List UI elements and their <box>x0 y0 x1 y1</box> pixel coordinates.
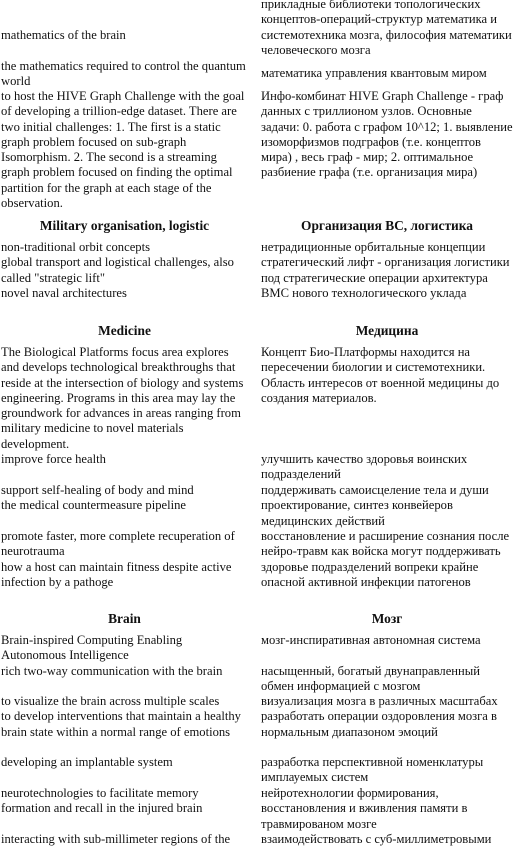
r-medicine-intro: Концепт Био-Платформы находится на пересечении биологии и системотехники. Область интересов от военной медицины до создания материалов. <box>261 345 500 405</box>
r-two-way-comm: насыщенный, богатый двунаправленный обмен информацией с мозгом <box>261 664 480 694</box>
l-implantable: developing an implantable system <box>1 755 173 769</box>
r-brain-inspired: мозг-инспиративная автономная система <box>261 633 481 647</box>
l-military: non-traditional orbit concepts global transport and logistical challenges, also called "strategic lift" novel naval architectures <box>1 240 234 300</box>
r-force-health: улучшить качество здоровья воинских подразделений <box>261 452 468 482</box>
r-visualize-brain: визуализация мозга в различных масштабах разработать операции оздоровления мозга в нормальным диапазоном эмоций <box>261 694 498 739</box>
r-military: нетрадиционные орбитальные концепции стратегический лифт - организация логистики под стратегические операции архитектура ВМС нового технологического уклада <box>261 240 510 300</box>
r-neurotrauma: восстановление и расширение сознания после нейро-травм как войска могут поддерживать здоровье подразделений вопреки крайне опасной активной инфекции патогенов <box>261 529 510 589</box>
l-medicine-intro: The Biological Platforms focus area explores and develops technological breakthroughs that reside at the intersection of biology and systems engineering. Programs in this area may lay the groundwork for advances in areas ranging from military medicine to novel materials development. <box>1 345 244 451</box>
r-math-brain: прикладные библиотеки топологических концептов-операций-структур математика и системотехника мозга, философия математики человеческого мозга <box>261 0 512 57</box>
r-sub-millimeter: взаимодействовать с суб-миллиметровыми <box>261 832 492 846</box>
heading-brain-ru: Мозг <box>371 611 403 626</box>
heading-military-ru: Организация ВС, логистика <box>301 218 473 233</box>
l-memory: neurotechnologies to facilitate memory formation and recall in the injured brain <box>1 786 203 816</box>
heading-medicine-en: Medicine <box>98 323 151 338</box>
heading-brain-en: Brain <box>108 611 141 626</box>
heading-medicine-ru: Медицина <box>355 323 419 338</box>
l-self-healing: support self-healing of body and mind the medical countermeasure pipeline <box>1 483 194 513</box>
l-math-brain: mathematics of the brain <box>1 28 126 42</box>
r-hive: Инфо-комбинат HIVE Graph Challenge - граф данных с триллионом узлов. Основные задачи: 0. работа с графом 10^12; 1. выявление изоморфизмов подграфов (т.е. концептов мира) , весь граф - мир; 2. оптимальное разбиение графа (т.е. организация мира) <box>261 89 513 180</box>
r-memory: нейротехнологии формирования, восстановления и вживления памяти в травмированом мозге <box>261 786 468 831</box>
l-sub-millimeter: interacting with sub-millimeter regions of the <box>1 832 231 846</box>
r-quantum: математика управления квантовым миром <box>261 66 487 80</box>
l-hive: to host the HIVE Graph Challenge with the goal of developing a trillion-edge dataset. There are two initial challenges: 1. The first is a static graph problem focused on sub-graph Isomorphism. 2. The second is a streaming graph problem focused on finding the optimal partition for the graph at each stage of the observation. <box>1 89 245 211</box>
l-force-health: improve force health <box>1 452 106 466</box>
l-visualize-brain: to visualize the brain across multiple scales to develop interventions that maintain a healthy brain state within a normal range of emotions <box>1 694 241 739</box>
l-brain-inspired: Brain-inspired Computing Enabling Autonomous Intelligence <box>1 633 183 663</box>
l-neurotrauma: promote faster, more complete recuperation of neurotrauma how a host can maintain fitness despite active infection by a pathoge <box>1 529 235 589</box>
r-self-healing: поддерживать самоисцеление тела и души проектирование, синтез конвейеров медицинских действий <box>261 483 489 528</box>
l-two-way-comm: rich two-way communication with the brain <box>1 664 223 678</box>
r-implantable: разработка перспективной номенклатуры имплауемых систем <box>261 755 484 785</box>
heading-military-en: Military organisation, logistic <box>39 218 210 233</box>
l-quantum: the mathematics required to control the quantum world <box>1 59 246 89</box>
